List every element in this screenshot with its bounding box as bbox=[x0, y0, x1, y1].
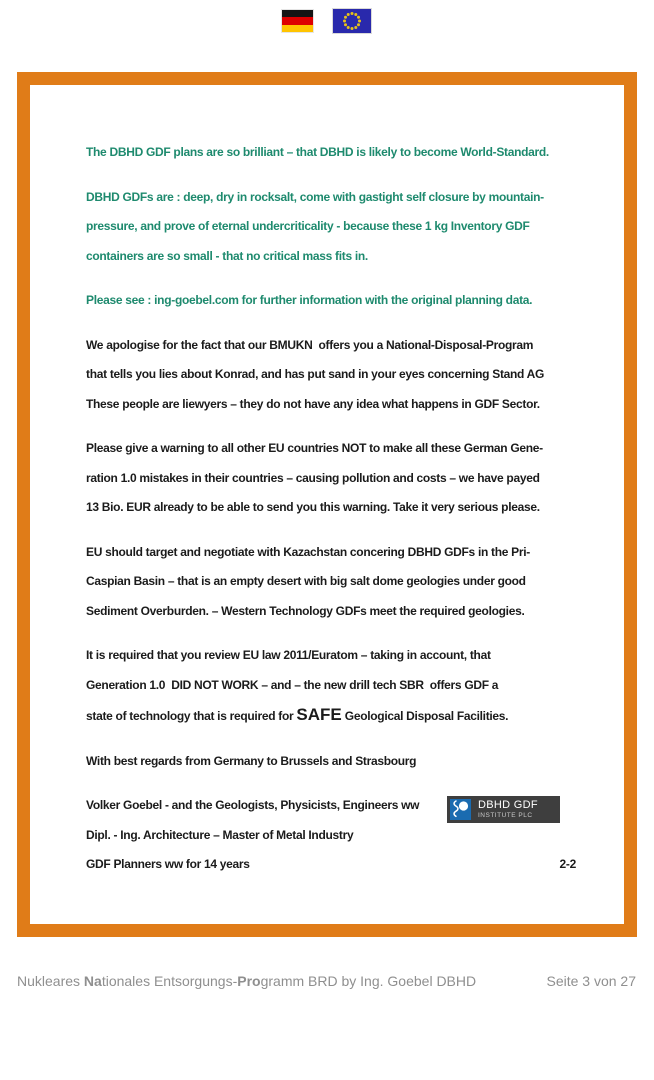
paragraph bbox=[86, 183, 576, 272]
closing-left-text: GDF Planners ww for 14 years bbox=[86, 857, 250, 871]
signature-line: Volker Goebel - and the Geologists, Physicists, Engineers ww bbox=[86, 798, 420, 812]
text-line: It is required that you review EU law 2011/Euratom – taking in account, that bbox=[86, 648, 491, 662]
logo-title: DBHD GDF bbox=[478, 798, 538, 811]
dbhd-logo-mark-icon bbox=[450, 799, 471, 820]
paragraph bbox=[86, 331, 576, 420]
text-line bbox=[86, 700, 576, 732]
footer-title bbox=[17, 973, 476, 989]
paragraph bbox=[86, 138, 576, 168]
text-line: Sediment Overburden. – Western Technology GDFs meet the required geologies. bbox=[86, 603, 525, 618]
text-line: Caspian Basin – that is an empty desert with big salt dome geologies under good bbox=[86, 574, 526, 588]
page-footer bbox=[17, 973, 636, 989]
text-segment: state of technology that is required for bbox=[86, 709, 297, 723]
eu-flag-icon bbox=[333, 9, 371, 33]
paragraph bbox=[86, 747, 576, 777]
logo-text bbox=[478, 800, 538, 820]
text-segment: Geological Disposal Facilities. bbox=[341, 709, 509, 723]
text-line: With best regards from Germany to Brussels and Strasbourg bbox=[86, 753, 417, 768]
footer-segment: Na bbox=[83, 973, 102, 989]
text-line: The DBHD GDF plans are so brilliant – that DBHD is likely to become World-Standard. bbox=[86, 145, 549, 159]
paragraph bbox=[86, 538, 576, 627]
document-page bbox=[17, 72, 637, 937]
text-line: 13 Bio. EUR already to be able to send you this warning. Take it very serious please. bbox=[86, 500, 540, 514]
text-line: We apologise for the fact that our BMUKN offers you a National-Disposal-Program bbox=[86, 337, 534, 352]
paragraph bbox=[86, 286, 576, 316]
text-line: EU should target and negotiate with Kazachstan concering DBHD GDFs in the Pri- bbox=[86, 544, 530, 559]
footer-segment: Pro bbox=[237, 973, 261, 989]
signature-line: Dipl. - Ing. Architecture – Master of Metal Industry bbox=[86, 827, 354, 842]
footer-segment: tionales Entsorgungs- bbox=[101, 973, 238, 989]
logo-subtitle: INSTITUTE PLC bbox=[478, 811, 533, 819]
paragraph bbox=[86, 434, 576, 523]
text-line: Generation 1.0 DID NOT WORK – and – the new drill tech SBR offers GDF a bbox=[86, 677, 499, 692]
text-line: ration 1.0 mistakes in their countries – causing pollution and costs – we have payed bbox=[86, 470, 540, 485]
text-line: pressure, and prove of eternal undercriticality - because these 1 kg Inventory GDF bbox=[86, 219, 530, 233]
section-page-ref: 2-2 bbox=[559, 857, 576, 871]
text-line: DBHD GDFs are : deep, dry in rocksalt, come with gastight self closure by mountain- bbox=[86, 189, 544, 204]
text-line: Please give a warning to all other EU countries NOT to make all these German Gene- bbox=[86, 441, 543, 455]
text-line: that tells you lies about Konrad, and has put sand in your eyes concerning Stand AG bbox=[86, 367, 545, 381]
german-flag-icon bbox=[282, 10, 313, 32]
text-line: These people are liewyers – they do not have any idea what happens in GDF Sector. bbox=[86, 396, 540, 411]
safe-emphasis: SAFE bbox=[296, 705, 342, 724]
text-line: containers are so small - that no critical mass fits in. bbox=[86, 248, 368, 263]
footer-page-number: Seite 3 von 27 bbox=[546, 973, 636, 989]
paragraph bbox=[86, 641, 576, 732]
closing-row bbox=[86, 850, 576, 880]
footer-segment: Nukleares bbox=[17, 973, 84, 989]
footer-segment: gramm BRD by Ing. Goebel DBHD bbox=[260, 973, 477, 989]
dbhd-logo bbox=[447, 796, 560, 823]
text-line: Please see : ing-goebel.com for further information with the original planning data. bbox=[86, 293, 533, 307]
